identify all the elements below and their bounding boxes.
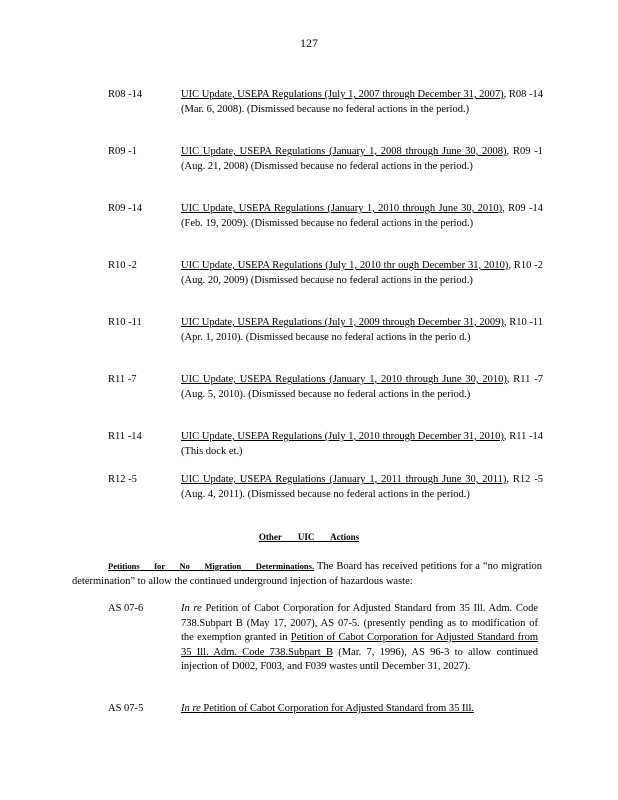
docket-description xyxy=(181,316,543,345)
docket-code: R10 -2 xyxy=(108,260,137,271)
docket-detail: , R11 -7 (Aug. 5, 2010). (Dismissed because no federal actions in the period.) xyxy=(181,374,543,400)
docket-title: UIC Update, USEPA Regulations (July 1, 2009 through December 31, 2009) xyxy=(181,317,504,328)
docket-detail: , R08 -14 (Mar. 6, 2008). (Dismissed because no federal actions in the period.) xyxy=(181,89,543,115)
petition-description xyxy=(181,602,538,675)
petition-text: Petition of Cabot Corporation for Adjusted Standard from 35 Ill. Adm. Code 738.Subpart B (May 17, 2007), AS 07-5. (presently pending as to modification of the exemption granted in xyxy=(181,603,539,644)
intro-text: The Board has received petitions for a “no migration determination” to allow the continued underground injection of hazardous waste: xyxy=(72,561,543,587)
page-number: 127 xyxy=(300,36,318,50)
petition-description xyxy=(181,702,538,717)
docket-detail: , R10 -2 (Aug. 20, 2009) (Dismissed because no federal actions in the period.) xyxy=(181,260,543,286)
in-re-label: In re xyxy=(181,703,201,714)
docket-title: UIC Update, USEPA Regulations (July 1, 2010 through December 31, 2010) xyxy=(181,431,504,442)
docket-detail: , R12 -5 (Aug. 4, 2011). (Dismissed because no federal actions in the period.) xyxy=(181,474,544,500)
intro-lead: Petitions for No Migration Determinations. xyxy=(108,561,315,571)
docket-detail: , R10 -11 (Apr. 1, 2010). (Dismissed because no federal actions in the perio d.) xyxy=(181,317,543,343)
docket-code: R09 -14 xyxy=(108,203,143,214)
docket-detail: , R09 -1 (Aug. 21, 2008) (Dismissed because no federal actions in the period.) xyxy=(181,146,543,172)
docket-description xyxy=(181,373,543,402)
docket-description xyxy=(181,145,543,174)
docket-title: UIC Update, USEPA Regulations (January 1, 2010 through June 30, 2010) xyxy=(181,374,507,385)
in-re-label: In re xyxy=(181,603,202,614)
docket-description xyxy=(181,88,543,117)
petition-code: AS 07-6 xyxy=(108,603,144,614)
docket-code: R09 -1 xyxy=(108,146,137,157)
docket-code: R12 -5 xyxy=(108,474,137,485)
docket-title: UIC Update, USEPA Regulations (January 1, 2008 through June 30, 2008) xyxy=(181,146,507,157)
docket-title: UIC Update, USEPA Regulations (July 1, 2007 through December 31, 2007) xyxy=(181,89,504,100)
docket-detail: , R09 -14 (Feb. 19, 2009). (Dismissed because no federal actions in the period.) xyxy=(181,203,543,229)
docket-title: UIC Update, USEPA Regulations (January 1, 2010 through June 30, 2010) xyxy=(181,203,503,214)
docket-description xyxy=(181,430,543,459)
docket-code: R11 -7 xyxy=(108,374,137,385)
docket-code: R11 -14 xyxy=(108,431,142,442)
intro-paragraph xyxy=(72,559,542,589)
petition-code: AS 07-5 xyxy=(108,703,144,714)
docket-description xyxy=(181,473,543,502)
docket-code: R08 -14 xyxy=(108,89,143,100)
petition-text-cont: (Mar. 7, 1996), AS 96-3 to allow continued injection of D002, F003, and F039 wastes until December 31, 2027). xyxy=(181,646,538,673)
petition-text: Petition of Cabot Corporation for Adjusted Standard from 35 Ill. xyxy=(200,703,474,714)
docket-title: UIC Update, USEPA Regulations (January 1, 2011 through June 30, 2011) xyxy=(181,474,507,485)
docket-description xyxy=(181,259,543,288)
docket-code: R10 -11 xyxy=(108,317,142,328)
docket-detail: , R11 -14 (This dock et.) xyxy=(181,431,543,457)
docket-title: UIC Update, USEPA Regulations (July 1, 2010 thr ough December 31, 2010) xyxy=(181,260,509,271)
petition-cited-case: Petition of Cabot Corporation for Adjusted Standard from 35 Ill. Adm. Code 738.Subpart B xyxy=(181,632,538,658)
section-heading: Other UIC Actions xyxy=(258,532,360,542)
docket-description xyxy=(181,202,543,231)
